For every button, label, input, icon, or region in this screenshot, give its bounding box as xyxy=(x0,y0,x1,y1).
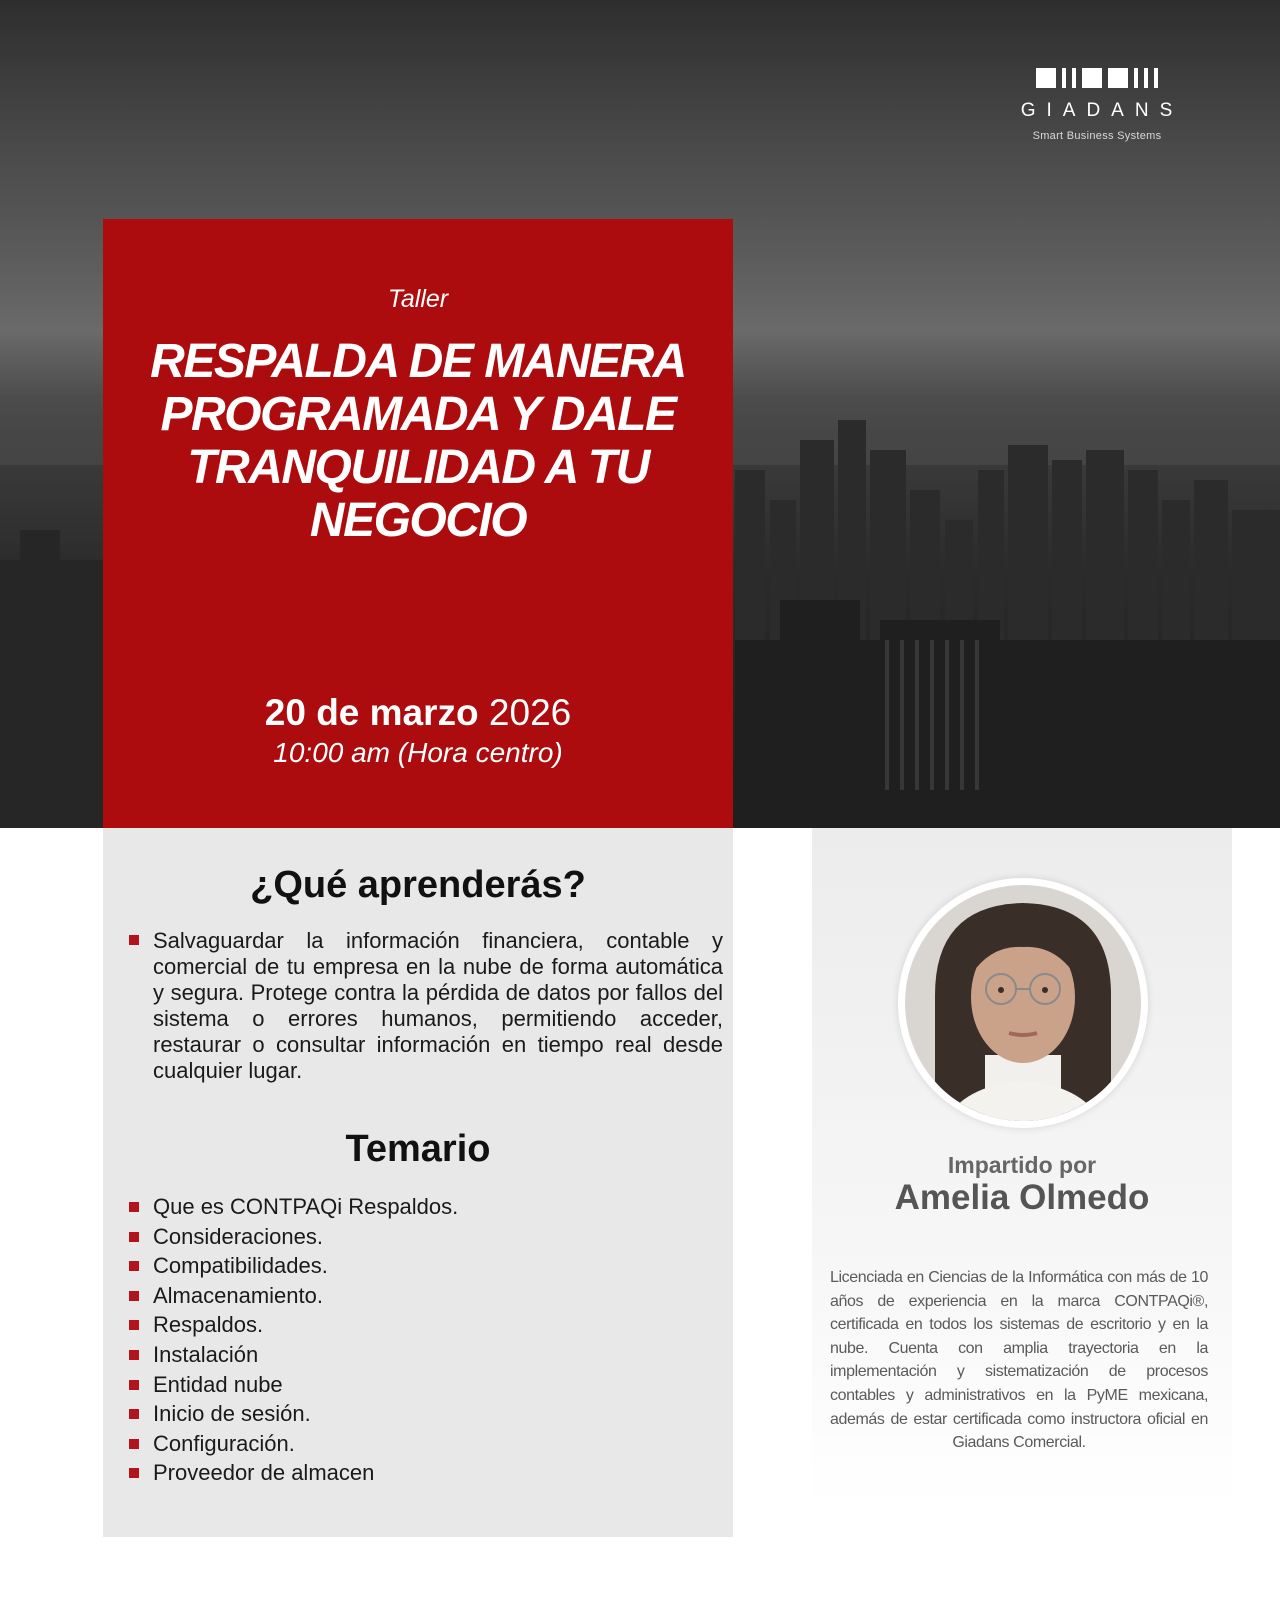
list-item: Consideraciones. xyxy=(129,1222,458,1252)
learn-list xyxy=(129,928,723,1084)
content-panel xyxy=(103,828,733,1537)
logo-tagline: Smart Business Systems xyxy=(1032,130,1162,142)
instructor-avatar xyxy=(898,878,1148,1128)
list-item: Que es CONTPAQi Respaldos. xyxy=(129,1192,458,1222)
list-item: Respaldos. xyxy=(129,1310,458,1340)
list-item: Inicio de sesión. xyxy=(129,1399,458,1429)
instructor-bio: Licenciada en Ciencias de la Informática con más de 10 años de experiencia en la marca CONTPAQi®, certificada en todos los sistemas de escritorio y en la nube. Cuenta con amplia trayectoria en la implementación y sistematización de procesos contables y administrativos en la PyME mexicana, además de estar certificada como instructora oficial en Giadans Comercial. xyxy=(830,1269,1208,1452)
temario-list xyxy=(129,1192,458,1488)
logo-bars-icon xyxy=(992,68,1202,88)
event-time: 10:00 am (Hora centro) xyxy=(273,737,563,768)
giadans-logo xyxy=(992,68,1202,142)
list-item: Configuración. xyxy=(129,1429,458,1459)
learn-heading: ¿Qué aprenderás? xyxy=(250,864,586,906)
event-date-year: 2026 xyxy=(488,692,572,733)
instructor-photo xyxy=(905,885,1141,1121)
event-type: Taller xyxy=(387,285,449,313)
instructor-label: Impartido por xyxy=(947,1152,1097,1178)
learn-description: Salvaguardar la información financiera, contable y comercial de tu empresa en la nube de forma automática y segura. Protege contra la pérdida de datos por fallos del sistema o errores humanos, permitiendo acceder, restaurar o consultar información en tiempo real desde cualquier lugar. xyxy=(129,928,723,1084)
list-item: Instalación xyxy=(129,1340,458,1370)
instructor-panel xyxy=(812,828,1232,1508)
instructor-name: Amelia Olmedo xyxy=(894,1178,1150,1217)
event-date-main: 20 de marzo xyxy=(264,692,479,733)
event-date xyxy=(103,692,733,734)
list-item: Proveedor de almacen xyxy=(129,1458,458,1488)
list-item: Compatibilidades. xyxy=(129,1251,458,1281)
event-header-box xyxy=(103,219,733,828)
logo-wordmark: GIADANS xyxy=(1020,100,1184,121)
event-title: RESPALDA DE MANERA PROGRAMADA Y DALE TRANQUILIDAD A TU NEGOCIO xyxy=(150,335,686,547)
list-item: Entidad nube xyxy=(129,1370,458,1400)
temario-heading: Temario xyxy=(345,1128,491,1170)
list-item: Almacenamiento. xyxy=(129,1281,458,1311)
